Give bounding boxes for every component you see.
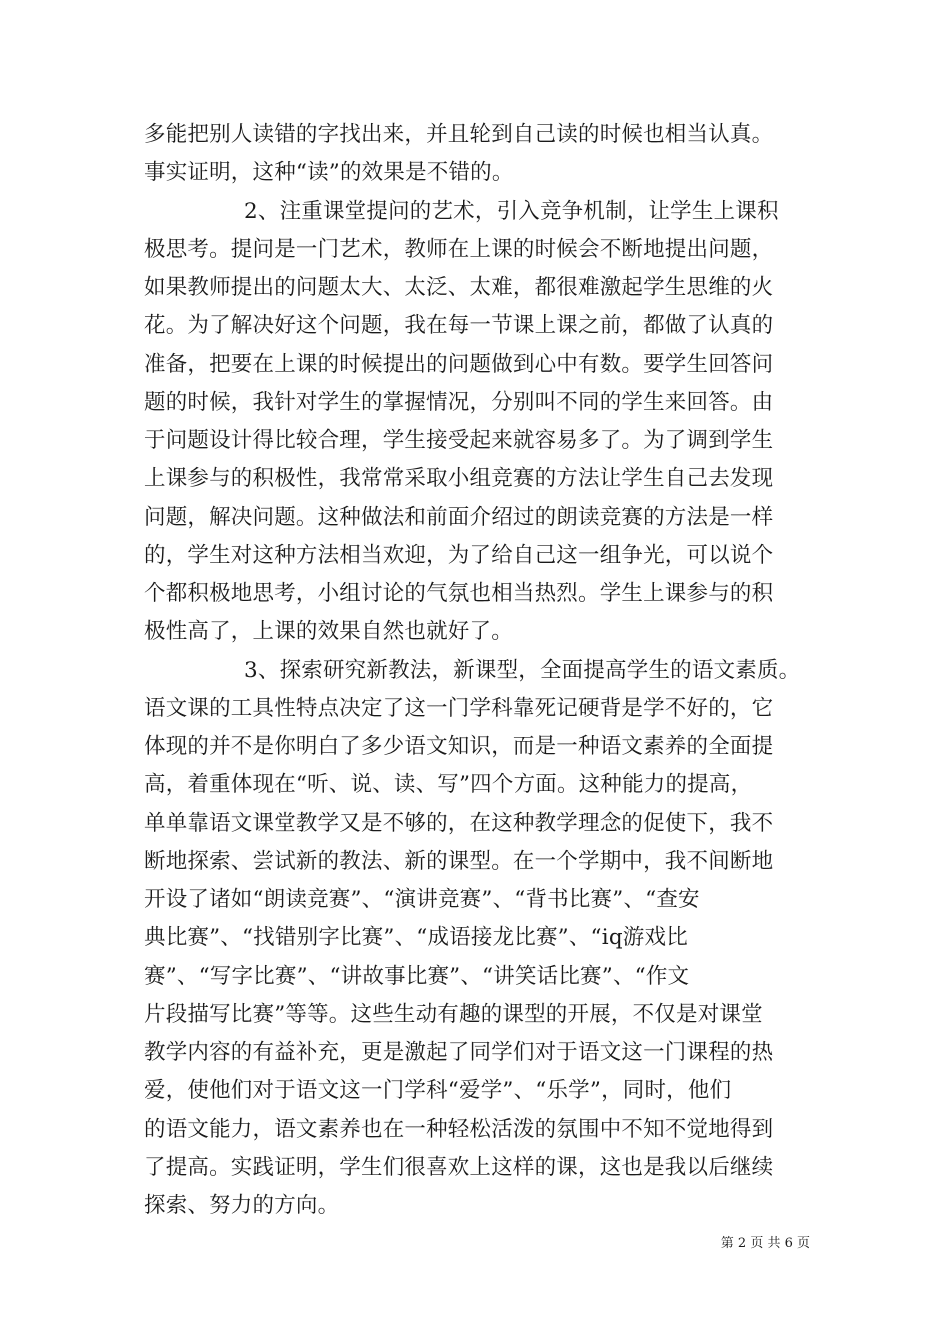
text-line: 题的时候，我针对学生的掌握情况，分别叫不同的学生来回答。由: [144, 389, 774, 415]
text-line: 花。为了解决好这个问题，我在每一节课上课之前，都做了认真的: [144, 313, 774, 339]
text-line: 如果教师提出的问题太大、太泛、太难，都很难激起学生思维的火: [144, 275, 774, 300]
text-line: 断地探索、尝试新的教法、新的课型。在一个学期中，我不间断地: [144, 848, 774, 874]
text-line: 赛”、“写字比赛”、“讲故事比赛”、“讲笑话比赛”、“作文: [144, 963, 690, 989]
text-line: 体现的并不是你明白了多少语文知识，而是一种语文素养的全面提: [144, 734, 774, 759]
text-line: 开设了诸如“朗读竞赛”、“演讲竞赛”、“背书比赛”、“查安: [144, 887, 700, 912]
text-line: 极思考。提问是一门艺术，教师在上课的时候会不断地提出问题，: [144, 236, 774, 262]
paragraph-start-line: 2、注重课堂提问的艺术，引入竞争机制，让学生上课积: [244, 198, 779, 224]
text-line: 教学内容的有益补充，更是激起了同学们对于语文这一门课程的热: [144, 1040, 774, 1065]
text-line: 爱，使他们对于语文这一门学科“爱学”、“乐学”，同时，他们: [144, 1078, 732, 1104]
text-line: 典比赛”、“找错别字比赛”、“成语接龙比赛”、“iq游戏比: [144, 925, 688, 951]
text-line: 上课参与的积极性，我常常采取小组竞赛的方法让学生自己去发现: [144, 466, 774, 492]
text-line: 多能把别人读错的字找出来，并且轮到自己读的时候也相当认真。: [144, 122, 774, 147]
text-line: 片段描写比赛”等等。这些生动有趣的课型的开展，不仅是对课堂: [144, 1001, 763, 1027]
text-line: 了提高。实践证明，学生们很喜欢上这样的课，这也是我以后继续: [144, 1154, 774, 1180]
text-line: 于问题设计得比较合理，学生接受起来就容易多了。为了调到学生: [144, 428, 774, 453]
text-line: 个都积极地思考，小组讨论的气氛也相当热烈。学生上课参与的积: [144, 581, 774, 606]
text-line: 准备，把要在上课的时候提出的问题做到心中有数。要学生回答问: [144, 351, 774, 377]
page-number-footer: 第 2 页 共 6 页: [720, 1236, 810, 1251]
text-line: 高，着重体现在“听、说、读、写”四个方面。这种能力的提高，: [144, 772, 753, 798]
body-text: [144, 116, 824, 1225]
text-line: 问题，解决问题。这种做法和前面介绍过的朗读竞赛的方法是一样: [144, 504, 774, 530]
text-line: 事实证明，这种“读”的效果是不错的。: [144, 160, 514, 186]
text-line: 的，学生对这种方法相当欢迎，为了给自己这一组争光，可以说个: [144, 542, 774, 568]
text-line: 探索、努力的方向。: [144, 1193, 340, 1218]
text-line: 的语文能力，语文素养也在一种轻松活泼的氛围中不知不觉地得到: [144, 1116, 774, 1142]
text-line: 单单靠语文课堂教学又是不够的，在这种教学理念的促使下，我不: [144, 810, 774, 836]
text-line: 极性高了，上课的效果自然也就好了。: [144, 619, 513, 645]
paragraph-start-line: 3、探索研究新教法，新课型，全面提高学生的语文素质。: [244, 657, 801, 683]
text-line: 语文课的工具性特点决定了这一门学科靠死记硬背是学不好的，它: [144, 695, 774, 721]
